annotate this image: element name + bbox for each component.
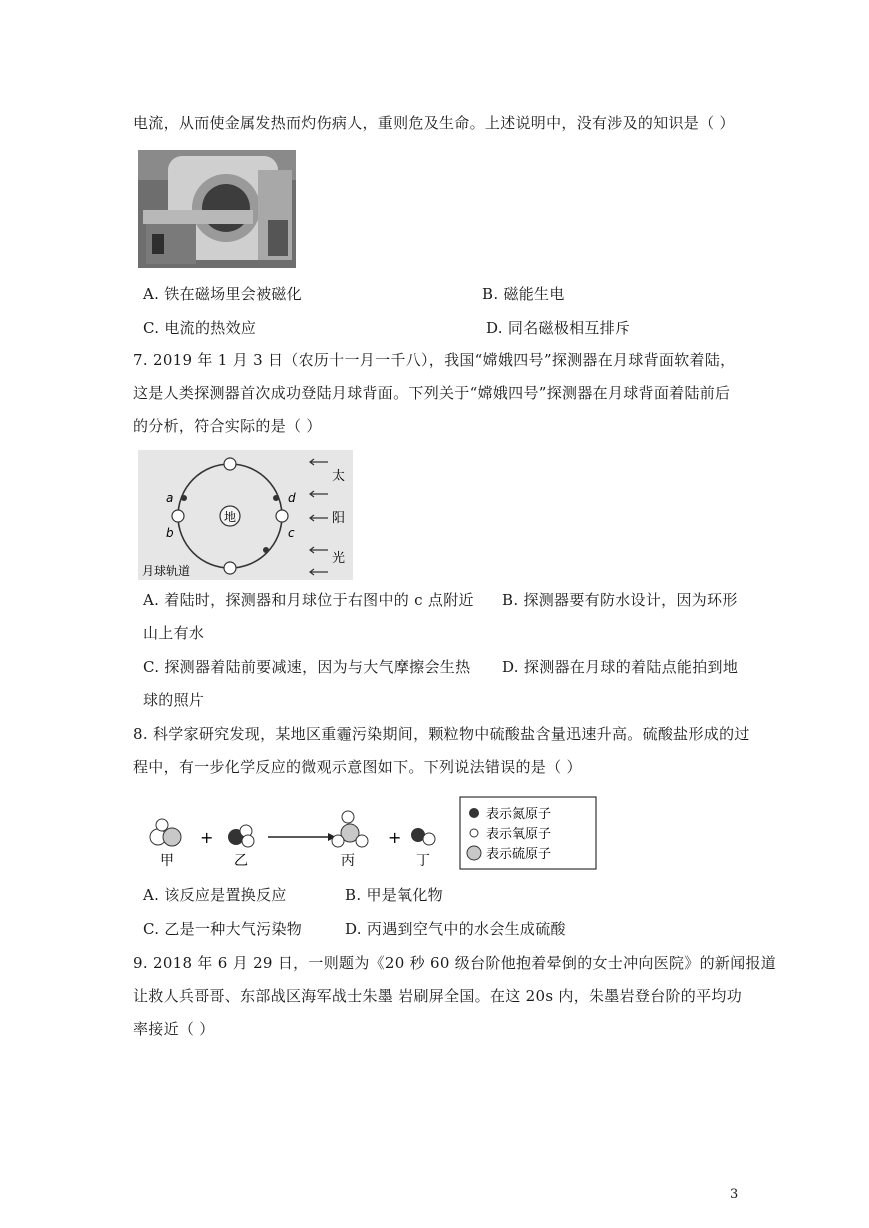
q7-stem-line-1: 7. 2019 年 1 月 3 日（农历十一月一千八），我国“嫦娥四号”探测器在月球背面软着陆， bbox=[133, 351, 736, 369]
q7-option-d-line-1: D. 探测器在月球的着陆点能拍到地 bbox=[502, 658, 739, 676]
q6-option-c: C. 电流的热效应 bbox=[143, 319, 257, 337]
point-b-label: b bbox=[166, 526, 174, 540]
label-ding: 丁 bbox=[416, 853, 430, 869]
q7-option-b-line-2: 山上有水 bbox=[143, 624, 205, 642]
reaction-diagram bbox=[138, 795, 598, 873]
q8-option-d: D. 丙遇到空气中的水会生成硫酸 bbox=[345, 920, 566, 938]
q8-option-a: A. 该反应是置换反应 bbox=[143, 886, 287, 904]
q7-option-c: C. 探测器着陆前要减速，因为与大气摩擦会生热 bbox=[143, 658, 471, 676]
legend-sulfur: 表示硫原子 bbox=[486, 847, 552, 862]
point-c-label: c bbox=[288, 526, 295, 540]
q7-option-a: A. 着陆时，探测器和月球位于右图中的 c 点附近 bbox=[143, 591, 474, 609]
q8-option-b: B. 甲是氧化物 bbox=[345, 886, 443, 904]
label-jia: 甲 bbox=[160, 853, 174, 869]
earth-label: 地 bbox=[223, 510, 237, 524]
q6-option-a: A. 铁在磁场里会被磁化 bbox=[143, 285, 302, 303]
point-d-label: d bbox=[288, 491, 296, 505]
q8-option-c: C. 乙是一种大气污染物 bbox=[143, 920, 303, 938]
q8-stem-line-2: 程中，有一步化学反应的微观示意图如下。下列说法错误的是（ ） bbox=[133, 758, 582, 776]
sun-label-1: 太 bbox=[332, 469, 346, 484]
q7-stem-line-2: 这是人类探测器首次成功登陆月球背面。下列关于“嫦娥四号”探测器在月球背面着陆前后 bbox=[133, 384, 731, 402]
sun-label-3: 光 bbox=[332, 551, 346, 566]
legend-nitrogen: 表示氮原子 bbox=[486, 807, 552, 822]
svg-text:+: + bbox=[388, 828, 402, 847]
moon-orbit-diagram bbox=[138, 450, 353, 580]
label-bing: 丙 bbox=[341, 853, 355, 869]
q8-stem-line-1: 8. 科学家研究发现，某地区重霾污染期间，颗粒物中硫酸盐含量迅速升高。硫酸盐形成的过 bbox=[133, 725, 750, 743]
q9-stem-line-3: 率接近（ ） bbox=[133, 1020, 215, 1038]
q6-option-b: B. 磁能生电 bbox=[482, 285, 565, 303]
mri-machine-photo bbox=[138, 150, 296, 268]
orbit-caption: 月球轨道 bbox=[142, 564, 191, 578]
svg-text:+: + bbox=[200, 828, 214, 847]
q7-option-d-line-2: 球的照片 bbox=[143, 691, 205, 709]
q7-option-b-line-1: B. 探测器要有防水设计，因为环形 bbox=[502, 591, 738, 609]
q9-stem-line-1: 9. 2018 年 6 月 29 日，一则题为《20 秒 60 级台阶他抱着晕倒的女士冲向医院》的新闻报道 bbox=[133, 954, 777, 972]
question-6-continuation: 电流，从而使金属发热而灼伤病人，重则危及生命。上述说明中，没有涉及的知识是（ ） bbox=[133, 114, 735, 132]
sun-label-2: 阳 bbox=[332, 511, 346, 526]
point-a-label: a bbox=[166, 491, 174, 505]
label-yi: 乙 bbox=[234, 853, 248, 869]
q6-option-d: D. 同名磁极相互排斥 bbox=[486, 319, 631, 337]
q9-stem-line-2: 让救人兵哥哥、东部战区海军战士朱墨 岩刷屏全国。在这 20s 内，朱墨岩登台阶的平均功 bbox=[133, 987, 742, 1005]
page-number: 3 bbox=[730, 1187, 739, 1202]
legend-oxygen: 表示氧原子 bbox=[486, 827, 552, 842]
q7-stem-line-3: 的分析，符合实际的是（ ） bbox=[133, 417, 322, 435]
